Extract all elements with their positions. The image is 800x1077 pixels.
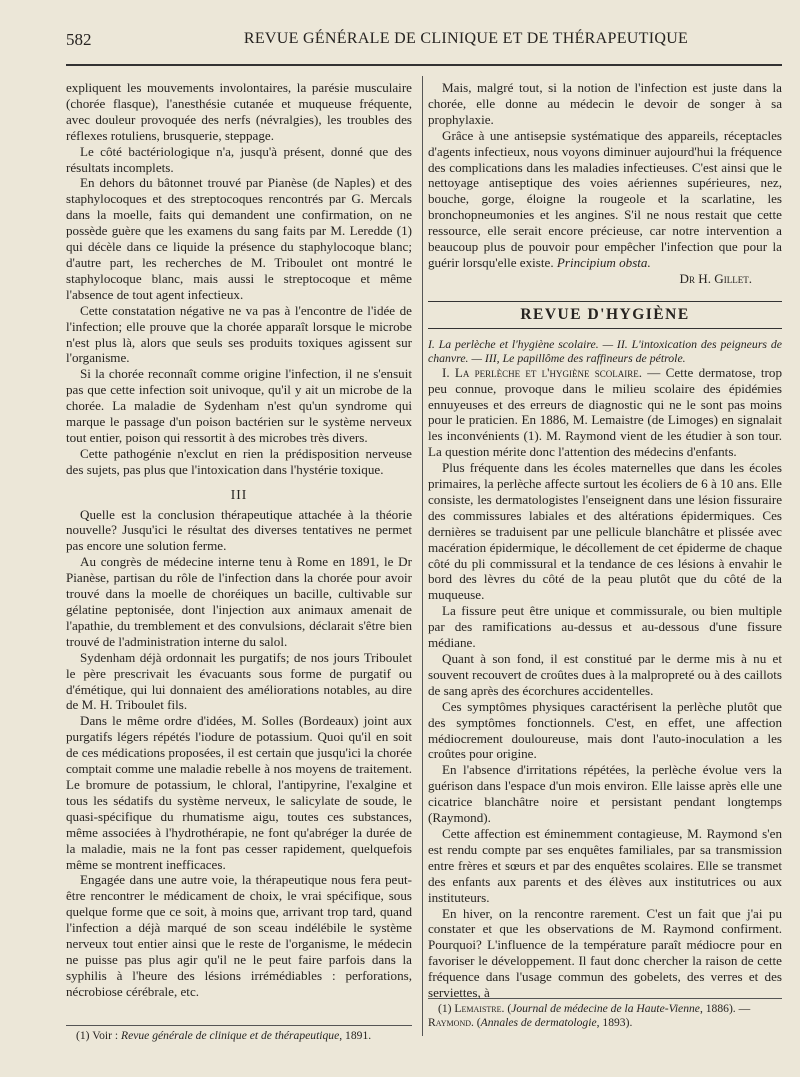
footnote-rule [428, 998, 782, 999]
paragraph: Grâce à une antisepsie systématique des appareils, réceptacles d'agents infectieux, nous voyons diminuer aujourd'hui la fréquence des complications dans les maladies infectieuses. C'est ainsi que le nettoyage antiseptique des voies aériennes supérieures, nez, bouche, gorge, éloigne la rougeole et la scarlatine, les bronchopneumonies et les angines. S'il ne nous restait que cette ressource, elle serait encore précieuse, car notre intervention a beaucoup plus de pouvoir pour empêcher l'infection que pour la guérir lorsqu'elle existe. Principium obsta. [428, 127, 782, 270]
right-column [428, 80, 782, 1001]
paragraph: Plus fréquente dans les écoles maternelles que dans les écoles primaires, la perlèche affecte surtout les écoliers de 6 à 10 ans. Elle consiste, les dermatologistes l'enseignent dans une lésion fissuraire des commissures labiales et des altérations épidermiques. Ces dernières se traduisent par une pellicule blanchâtre et plissée avec macération épidermique, le décollement de cet épiderme de chaque côté du pli commissural et la tendance de ces lésions à envahir le bord des lèvres du côté de la peau plutôt que du côté de la muqueuse. [428, 460, 782, 603]
author-signature: Dr H. Gillet. [679, 270, 752, 286]
paragraph: Quant à son fond, il est constitué par le derme mis à nu et souvent recouvert de croûtes dues à la malpropreté ou à des caillots de sang après des écorchures accidentelles. [428, 651, 782, 698]
paragraph: Ces symptômes physiques caractérisent la perlèche plutôt que des symptômes fonctionnels. C'est, en effet, une affection médiocrement douloureuse, mais dont l'auto-inoculation a les croûtes pour origine. [428, 698, 782, 762]
paragraph: En dehors du bâtonnet trouvé par Pianèse (de Naples) et des staphylocoques et des streptocoques rencontrés par G. Mercals dans la moelle, faits qui demandent une confirmation, on ne possède guère que les examens du sang faits par M. Leredde (1) qui décèle dans ce liquide la présence du staphylocoque blanc; d'autre part, les recherches de M. Triboulet ont montré le staphylocoque blanc, mais aussi le streptocoque et même l'absence de tout agent infectieux. [66, 175, 412, 302]
footnote-rule [66, 1025, 412, 1026]
footnote: (1) Voir : Revue générale de clinique et de thérapeutique, 1891. [76, 1029, 372, 1042]
paragraph: Quelle est la conclusion thérapeutique attachée à la théorie nouvelle? Jusqu'ici le résultat des diverses tentatives ne permet pas encore une solution ferme. [66, 506, 412, 554]
section-number: III [230, 486, 248, 502]
paragraph: En l'absence d'irritations répétées, la perlèche évolue vers la guérison dans l'espace d'un mois environ. Elle laisse après elle une cicatrice blanchâtre noire et persistant pendant longtemps (Raymond). [428, 762, 782, 826]
paragraph: Engagée dans une autre voie, la thérapeutique nous fera peut-être rencontrer le médicament de choix, le vrai spécifique, sous quelque forme que ce soit, à moins que, arrivant trop tard, quand l'infection a déjà marqué de son sceau indélébile le système nerveux tout entier ainsi que le reste de l'organisme, le médecin ne puisse pas plus agir qu'il ne le peut faire parfois dans la syphilis à l'heure des lésions irrémédiables : perforations, nécrobiose cérébrale, etc. [66, 872, 412, 999]
paragraph: I. La perlèche et l'hygiène scolaire. — Cette dermatose, trop peu connue, provoque dans le milieu scolaire des épidémies ennuyeuses et des erreurs de diagnostic qui ne le sont pas moins pour le praticien. En 1886, M. Lemaistre (de Limoges) en signalait les inconvénients (1). M. Raymond vient de les étudier à son tour. La question mérite donc l'attention des médecins d'enfants. [428, 364, 782, 460]
paragraph: Cette pathogénie n'exclut en rien la prédisposition nerveuse des sujets, pas plus que l'intoxication dans l'hystérie toxique. [66, 445, 412, 477]
left-footnotes [66, 1017, 412, 1043]
right-footnotes [428, 990, 782, 1030]
paragraph: En hiver, on la rencontre rarement. C'est un fait que j'ai pu constater et que les observations de M. Raymond confirment. Pourquoi? L'influence de la température paraît médiocre pour en favoriser le développement. Il faut donc chercher la raison de cette fréquence dans l'usage commun des gobelets, des verres et des serviettes, à [428, 905, 782, 1001]
paragraph: Sydenham déjà ordonnait les purgatifs; de nos jours Triboulet le père prescrivait les évacuants sous forme de purgatif ou d'émétique, qui lui donnaient des améliorations notables, au dire de M. H. Triboulet fils. [66, 649, 412, 713]
left-column [66, 80, 412, 1000]
column-divider [422, 76, 423, 1036]
paragraph: Cette constatation négative ne va pas à l'encontre de l'idée de l'infection; elle prouve que la chorée apparaît lorsque le microbe n'est plus là, alors que seuls ses produits toxiques agissent sur l'organisme. [66, 302, 412, 366]
page-header [66, 30, 782, 54]
paragraph: expliquent les mouvements involontaires, la parésie musculaire (chorée flasque), l'anesthésie cutanée et muqueuse fréquente, avec douleur provoquée des nerfs (névralgies), les troubles des réflexes rotuliens, brusquerie, steppage. [66, 80, 412, 143]
paragraph: Au congrès de médecine interne tenu à Rome en 1891, le Dr Pianèse, partisan du rôle de l'infection dans la chorée pour avoir trouvé dans la moelle de choréiques un bacille, cultivable sur gélatine peptonisée, dont l'injection aux animaux amenait de l'apathie, du tremblement et des convulsions, déclarait s'être bien trouvé de l'administration interne du salol. [66, 554, 412, 649]
paragraph: La fissure peut être unique et commissurale, ou bien multiple par des ramifications au-dessus et au-dessous d'une fissure médiane. [428, 603, 782, 651]
footnote: (1) Lemaistre. (Journal de médecine de la Haute-Vienne, 1886). — Raymond. (Annales de dermatologie, 1893). [428, 1002, 751, 1029]
header-rule [66, 64, 782, 66]
paragraph: Mais, malgré tout, si la notion de l'infection est juste dans la chorée, elle donne au médecin le devoir de songer à sa prophylaxie. [428, 80, 782, 127]
running-title: REVUE GÉNÉRALE DE CLINIQUE ET DE THÉRAPEUTIQUE [243, 30, 689, 47]
page-number: 582 [66, 30, 92, 49]
paragraph: Dans le même ordre d'idées, M. Solles (Bordeaux) joint aux purgatifs légers répétés l'iodure de potassium. Quoi qu'il en soit de ces médications proposées, il est certain que jusqu'ici la chorée comptait comme une maladie rebelle à nos moyens de traitement. Le bromure de potassium, le chloral, l'antipyrine, l'exalgine et tous les sédatifs du système nerveux, le salicylate de soude, le quasi-spécifique du rhumatisme aigu, toutes ces substances, même associées à l'hydrothérapie, ne font qu'abréger la durée de la maladie, mais ne la font pas cesser rapidement, quelquefois même se montrent inefficaces. [66, 713, 412, 872]
paragraph: Si la chorée reconnaît comme origine l'infection, il ne s'ensuit pas que cette infection soit univoque, qu'il y ait un microbe de la chorée. La maladie de Sydenham n'est qu'un syndrome qui marque le passage d'un poison bactérien sur le système nerveux tout entier, poison qui ressortit à des microbes très divers. [66, 366, 412, 445]
section-contents: I. La perlèche et l'hygiène scolaire. — II. L'intoxication des peigneurs de chanvre. — III, Le papillôme des raffineurs de pétrole. [428, 336, 782, 365]
paragraph: Le côté bactériologique n'a, jusqu'à présent, donné que des résultats incomplets. [66, 143, 412, 175]
paragraph: Cette affection est éminemment contagieuse, M. Raymond s'en est rendu compte par ses enquêtes familiales, par sa transmission entre frères et sœurs et par des enquêtes scolaires. Elle se transmet des enfants aux parents et des élèves aux institutrices ou aux instituteurs. [428, 825, 782, 905]
section-heading: REVUE D'HYGIÈNE [428, 301, 782, 329]
